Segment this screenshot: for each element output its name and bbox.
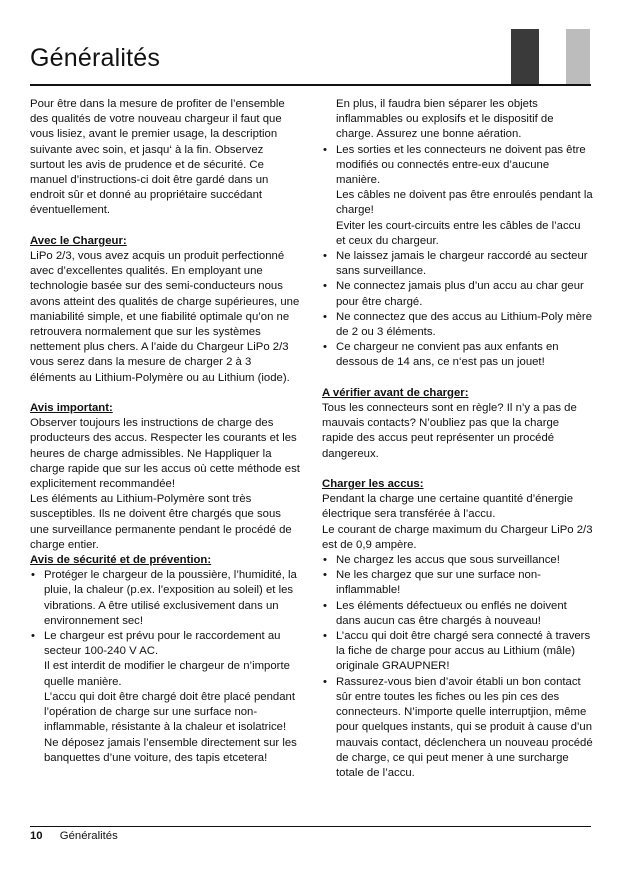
safety-note: Ne déposez jamais l’ensemble directement sur les banquettes d’une voiture, des tapis etcetera!	[44, 736, 297, 764]
safety-list-continued	[322, 143, 593, 371]
safety-heading: Avis de sécurité et de prévention:	[30, 554, 212, 567]
safety-list	[30, 568, 300, 766]
footer-divider	[30, 826, 591, 827]
verify-paragraph: Tous les connecteurs sont en règle? Il n’y a pas de mauvais contacts? N’oubliez pas que la charge rapide des accus peut représenter un procédé dangereux.	[322, 402, 577, 460]
safety-item	[30, 629, 300, 766]
title-divider	[30, 84, 591, 86]
safety-item-text: Le chargeur est prévu pour le raccordement au secteur 100-240 V AC.	[44, 630, 281, 658]
safety-note: Les câbles ne doivent pas être enroulés pendant la charge!	[336, 189, 593, 217]
verify-heading: A vérifier avant de charger:	[322, 386, 469, 399]
section-tab-light	[566, 29, 590, 84]
safety-item-text: Les sorties et les connecteurs ne doivent pas être modifiés ou connectés entre-eux d’aucune manière.	[336, 143, 586, 187]
charging-item: • Rassurez-vous bien d’avoir établi un bon contact sûr entre toutes les fiches ou les pin ces des connecteurs. N’importe quelle interruptjion, même pour quelques instants, qui se produit à cause d’un mauvais contact, déclenchera un nouveau procédé de charge, ce qui peut mener à une surcharge totale de l’accu.	[322, 675, 593, 781]
charger-paragraph: LiPo 2/3, vous avez acquis un produit perfectionné avec d’excellentes qualités. En employant une technologie basée sur des semi-conducteurs nous avons atteint des qualités de charge supérieures, une maniabilité simple, et une fiabilité optimale qu’on ne retrouvera normalement que sur les systèmes nettement plus chers. A l’aide du Chargeur LiPo 2/3 vous serez dans la mesure de charger 2 à 3 éléments au Lithium-Polymère ou au Lithium (iode).	[30, 250, 300, 384]
safety-item: • Ne connectez jamais plus d’un accu au char geur pour être chargé.	[322, 279, 593, 309]
charging-item: • L’accu qui doit être chargé sera connecté à travers la fiche de charge pour accus au Lithium (mâle) originale GRAUPNER!	[322, 629, 593, 675]
safety-item	[322, 143, 593, 249]
right-column	[322, 97, 593, 781]
lipo-paragraph: Les éléments au Lithium-Polymère sont très susceptibles. Ils ne doivent être chargés que sous une surveillance permanente pendant le procédé de charge entier.	[30, 493, 292, 551]
charging-paragraph: Pendant la charge une certaine quantité d’énergie électrique sera transférée à l’accu.	[322, 493, 574, 521]
safety-item: • Ce chargeur ne convient pas aux enfants en dessous de 14 ans, ce n‘est pas un jouet!	[322, 340, 593, 370]
important-paragraph: Observer toujours les instructions de charge des producteurs des accus. Respecter les courants et les heures de charge admissibles. Ne Happliquer la charge rapide que sur les accus où cette méthode est explicitement recommandée!	[30, 417, 300, 491]
continued-note: En plus, il faudra bien séparer les objets inflammables ou explosifs et le dispositif de charge. Assurez une bonne aération.	[336, 98, 554, 141]
charging-item: • Ne les chargez que sur une surface non-inflammable!	[322, 568, 593, 598]
safety-note: Il est interdit de modifier le chargeur de n’importe quelle manière.	[44, 660, 290, 688]
charger-heading: Avec le Chargeur:	[30, 234, 127, 247]
charging-list	[322, 553, 593, 781]
section-tab-dark	[511, 29, 539, 84]
safety-item: • Ne connectez que des accus au Lithium-Poly mère de 2 ou 3 éléments.	[322, 310, 593, 340]
safety-item: • Ne laissez jamais le chargeur raccordé au secteur sans surveillance.	[322, 249, 593, 279]
safety-item: • Protéger le chargeur de la poussière, l’humidité, la pluie, la chaleur (p.ex. l’exposition au soleil) et les vibrations. A être utilisé exclusivement dans un environnement sec!	[30, 568, 300, 629]
charging-current-paragraph: Le courant de charge maximum du Chargeur LiPo 2/3 est de 0,9 ampère.	[322, 523, 593, 551]
page-number: 10	[30, 830, 43, 842]
footer-section: Généralités	[59, 830, 118, 842]
page-title: Généralités	[30, 43, 161, 72]
page-footer	[30, 830, 118, 842]
left-column	[30, 97, 300, 766]
safety-note: Eviter les court-circuits entre les câbles de l’accu et ceux du chargeur.	[336, 219, 581, 247]
charging-heading: Charger les accus:	[322, 478, 424, 491]
intro-paragraph: Pour être dans la mesure de profiter de l’ensemble des qualités de votre nouveau chargeur il faut que vous lisiez, avant le premier usage, la description suivante avec soin, et jasqu‘ à la fin. Observez surtout les avis de prudence et de sécurité. Ce manuel d’instructions-ci doit être gardé dans un endroit sûr et donné au propriétaire succédant éventuellement.	[30, 98, 285, 217]
important-heading: Avis important:	[30, 402, 113, 415]
charging-item: • Les éléments défectueux ou enflés ne doivent dans aucun cas être chargés à nouveau!	[322, 599, 593, 629]
safety-note: L’accu qui doit être chargé doit être placé pendant l’opération de charge sur une surface non-inflammable, résistante à la chaleur et isolatrice!	[44, 690, 295, 734]
charging-item: • Ne chargez les accus que sous surveillance!	[322, 553, 593, 568]
